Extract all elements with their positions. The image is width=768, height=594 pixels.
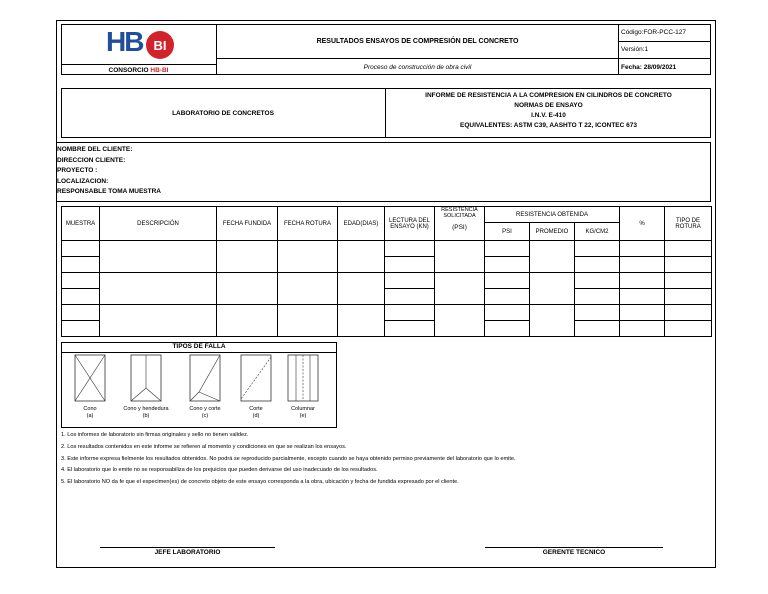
signature-line-left	[100, 547, 275, 548]
col-resistencia-solicitada: RESISTENCIA SOLICITADA (PSI)	[435, 207, 485, 241]
signature-line-right	[485, 547, 663, 548]
col-kgcm2: KG/CM2	[575, 223, 620, 241]
signature-jefe-laboratorio: JEFE LABORATORIO	[154, 549, 221, 556]
project-field: PROYECTO :	[57, 167, 98, 174]
report-norms: NORMAS DE ENSAYO	[514, 102, 583, 109]
document-version: Versión:1	[621, 46, 649, 53]
consortium-name: CONSORCIO HB-BI	[108, 67, 169, 74]
signature-gerente-tecnico: GERENTE TECNICO	[542, 549, 606, 556]
document-code: Código:FOR-PCC-127	[621, 29, 687, 36]
note-2: 2. Los resultados contenidos en este informe se refieren al momento y condiciones en que se realizan los ensayos.	[61, 444, 347, 450]
failure-cone-label: Cono (a)	[83, 406, 97, 419]
company-logo	[100, 26, 180, 64]
lab-label: LABORATORIO DE CONCRETOS	[172, 109, 274, 117]
col-tipo-rotura: TIPO DE ROTURA	[665, 207, 712, 241]
failure-cone-icon	[74, 354, 106, 402]
failure-shear-icon	[240, 354, 272, 402]
failure-cone-shear-label: Cono y corte (c)	[189, 406, 221, 419]
failure-shear-label: Corte (d)	[249, 406, 263, 419]
failure-types-title: TIPOS DE FALLA	[172, 343, 226, 350]
failure-cone-split-icon	[130, 354, 162, 402]
client-name-field: NOMBRE DEL CLIENTE:	[57, 146, 133, 153]
failure-cone-split-label: Cono y hendedura (b)	[123, 406, 169, 419]
logo-bi-badge: BI	[146, 31, 174, 59]
note-3: 3. Este informe expresa fielmente los resultados obtenidos. No podrá se reproducido parcialmente, excepto cuando se haya obtenido permiso previamente del laboratorio que lo emite.	[61, 456, 516, 462]
table-row	[62, 305, 712, 321]
sampler-field: RESPONSABLE TOMA MUESTRA	[57, 188, 162, 195]
col-descripcion: DESCRIPCIÓN	[100, 207, 217, 241]
table-row	[62, 273, 712, 289]
col-fecha-rotura: FECHA ROTURA	[278, 207, 338, 241]
table-header-row	[62, 207, 712, 223]
results-table	[61, 206, 712, 337]
col-edad: EDAD(DIAS)	[338, 207, 385, 241]
document-title: RESULTADOS ENSAYOS DE COMPRESIÓN DEL CONCRETO	[316, 37, 519, 45]
table-row	[62, 241, 712, 257]
col-lectura: LECTURA DEL ENSAYO (KN)	[385, 207, 435, 241]
failure-cone-shear-icon	[189, 354, 221, 402]
failure-columnar-label: Columnar (e)	[291, 406, 315, 419]
document-subtitle: Proceso de construcción de obra civil	[363, 63, 472, 71]
report-inv: I.N.V. E-410	[531, 112, 566, 119]
note-4: 4. El laboratorio que lo emite no se responsabiliza de los prejuicios que pueden derivarse del uso inadecuado de los resultados.	[61, 467, 378, 473]
document-date: Fecha: 28/09/2021	[621, 64, 677, 71]
logo-hb-text: HB	[106, 26, 143, 57]
location-field: LOCALIZACION:	[57, 177, 109, 185]
note-1: 1. Los informes de laboratorio sin firmas originales y sello no tienen validez.	[61, 432, 249, 438]
client-address-field: DIRECCION CLIENTE:	[57, 156, 126, 164]
col-percent: %	[620, 207, 665, 241]
col-resistencia-obtenida: RESISTENCIA OBTENIDA	[485, 207, 620, 223]
failure-columnar-icon	[287, 354, 319, 402]
note-5: 5. El laboratorio NO da fe que el especimen(es) de concreto objeto de este ensayo corresponda a la obra, ubicación y fecha de fundida expresado por el cliente.	[61, 479, 459, 485]
report-equivalents: EQUIVALENTES: ASTM C39, AASHTO T 22, ICONTEC 673	[460, 122, 637, 129]
col-muestra: MUESTRA	[62, 207, 100, 241]
report-standards	[386, 91, 711, 131]
col-promedio: PROMEDIO	[530, 223, 575, 241]
col-psi: PSI	[485, 223, 530, 241]
client-fields	[57, 145, 161, 198]
col-fecha-fundida: FECHA FUNDIDA	[217, 207, 278, 241]
report-title: INFORME DE RESISTENCIA A LA COMPRESION EN CILINDROS DE CONCRETO	[425, 92, 672, 99]
